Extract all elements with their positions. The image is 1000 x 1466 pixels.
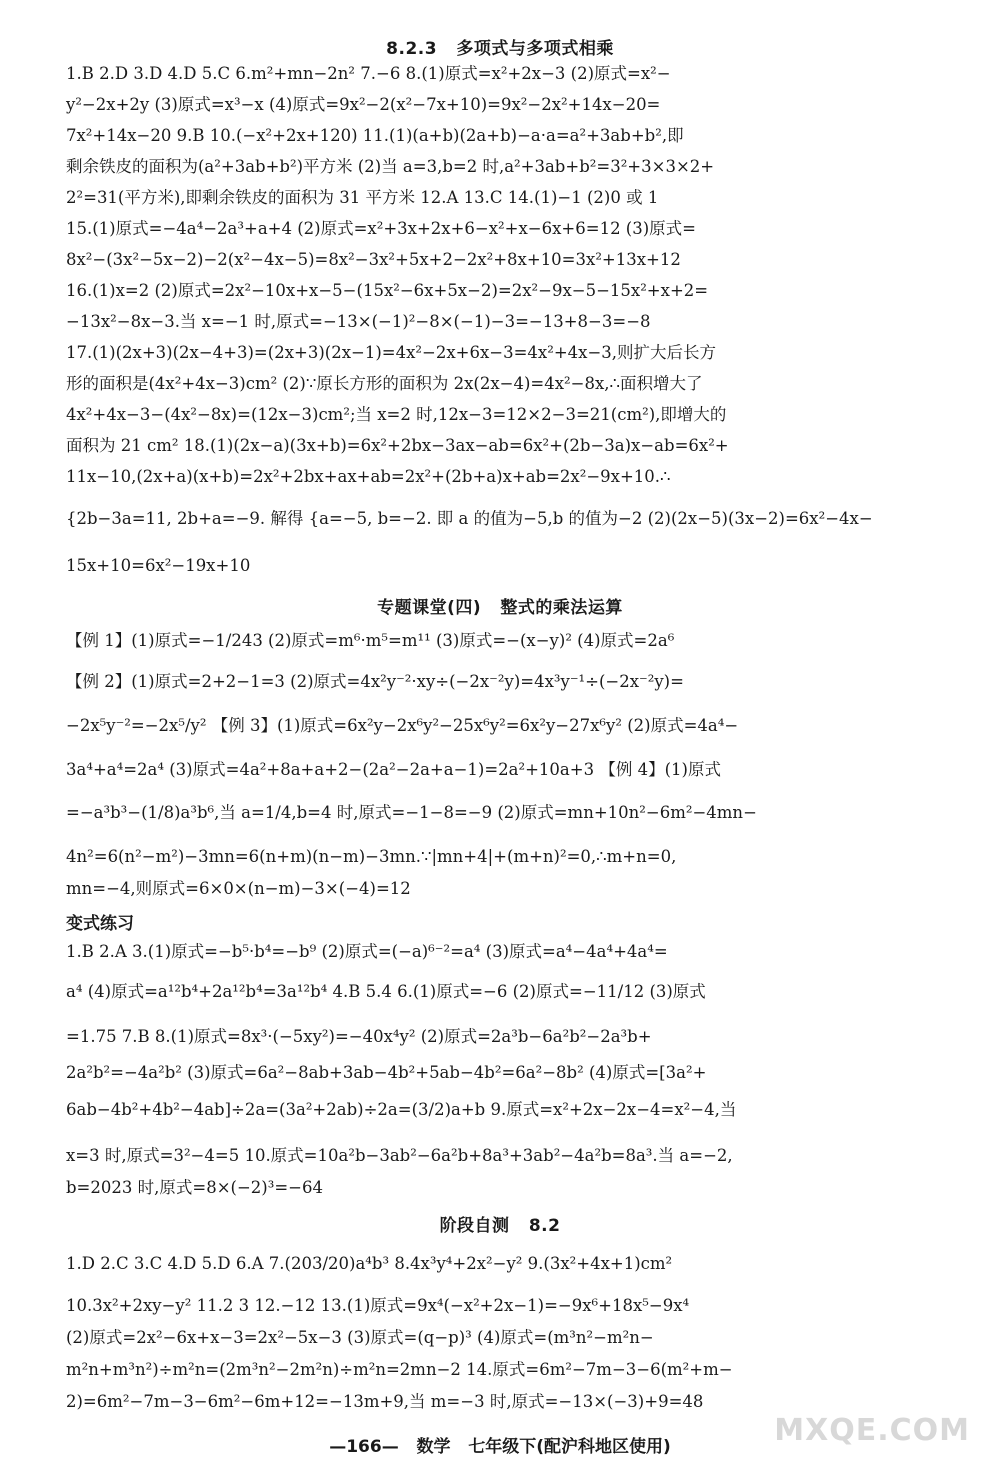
text-line: x=3 时,原式=3²−4=5 10.原式=10a²b−3ab²−6a²b+8a³+3ab²−4a²b=8a³.当 a=−2, xyxy=(66,1146,733,1165)
text-line: b=2023 时,原式=8×(−2)³=−64 xyxy=(66,1178,323,1197)
text-line: 10.3x²+2xy−y² 11.2 3 12.−12 13.(1)原式=9x⁴(−x²+2x−1)=−9x⁶+18x⁵−9x⁴ xyxy=(66,1296,690,1315)
text-line: 2a²b²=−4a²b² (3)原式=6a²−8ab+3ab−4b²+5ab−4b²=6a²−8b² (4)原式=[3a²+ xyxy=(66,1063,707,1082)
page-footer: —166— 数学 七年级下(配沪科地区使用) xyxy=(329,1437,671,1457)
text-line: −2x⁵y⁻²=−2x⁵/y² 【例 3】(1)原式=6x²y−2x⁶y²−25x⁶y²=6x²y−27x⁶y² (2)原式=4a⁴− xyxy=(66,716,739,735)
section-heading-variant: 变式练习 xyxy=(66,914,134,934)
text-line: 15.(1)原式=−4a⁴−2a³+a+4 (2)原式=x²+3x+2x+6−x²+x−6x+6=12 (3)原式= xyxy=(66,219,697,238)
text-line: 8x²−(3x²−5x−2)−2(x²−4x−5)=8x²−3x²+5x+2−2x²+8x+10=3x²+13x+12 xyxy=(66,250,681,269)
text-line: 2)=6m²−7m−3−6m²−6m+12=−13m+9,当 m=−3 时,原式=−13×(−3)+9=48 xyxy=(66,1392,704,1411)
section-heading-test: 阶段自测 8.2 xyxy=(439,1216,561,1236)
watermark: MXQE.COM xyxy=(774,1413,970,1448)
text-line: 7x²+14x−20 9.B 10.(−x²+2x+120) 11.(1)(a+b)(2a+b)−a·a=a²+3ab+b²,即 xyxy=(66,126,684,145)
section-heading-8-2-3: 8.2.3 多项式与多项式相乘 xyxy=(386,39,614,59)
system-of-equations-line: {2b−3a=11, 2b+a=−9. 解得 {a=−5, b=−2. 即 a 的值为−5,b 的值为−2 (2)(2x−5)(3x−2)=6x²−4x− xyxy=(66,509,873,528)
text-line: a⁴ (4)原式=a¹²b⁴+2a¹²b⁴=3a¹²b⁴ 4.B 5.4 6.(1)原式=−6 (2)原式=−11/12 (3)原式 xyxy=(66,982,706,1001)
text-line: 【例 1】(1)原式=−1/243 (2)原式=m⁶·m⁵=m¹¹ (3)原式=−(x−y)² (4)原式=2a⁶ xyxy=(66,631,675,650)
text-line: 15x+10=6x²−19x+10 xyxy=(66,556,251,575)
text-line: mn=−4,则原式=6×0×(n−m)−3×(−4)=12 xyxy=(66,879,411,898)
section-heading-topic: 专题课堂(四) 整式的乘法运算 xyxy=(377,598,623,618)
text-line: 6ab−4b²+4b²−4ab]÷2a=(3a²+2ab)÷2a=(3/2)a+b 9.原式=x²+2x−2x−4=x²−4,当 xyxy=(66,1100,737,1119)
text-line: 面积为 21 cm² 18.(1)(2x−a)(3x+b)=6x²+2bx−3ax−ab=6x²+(2b−3a)x−ab=6x²+ xyxy=(66,436,729,455)
text-line: 2²=31(平方米),即剩余铁皮的面积为 31 平方米 12.A 13.C 14.(1)−1 (2)0 或 1 xyxy=(66,188,659,207)
text-line: (2)原式=2x²−6x+x−3=2x²−5x−3 (3)原式=(q−p)³ (4)原式=(m³n²−m²n− xyxy=(66,1328,654,1347)
text-line: =−a³b³−(1/8)a³b⁶,当 a=1/4,b=4 时,原式=−1−8=−9 (2)原式=mn+10n²−6m²−4mn− xyxy=(66,803,757,822)
text-line: 11x−10,(2x+a)(x+b)=2x²+2bx+ax+ab=2x²+(2b+a)x+ab=2x²−9x+10.∴ xyxy=(66,467,671,486)
text-line: 3a⁴+a⁴=2a⁴ (3)原式=4a²+8a+a+2−(2a²−2a+a−1)=2a²+10a+3 【例 4】(1)原式 xyxy=(66,760,721,779)
text-line: m²n+m³n²)÷m²n=(2m³n²−2m²n)÷m²n=2mn−2 14.原式=6m²−7m−3−6(m²+m− xyxy=(66,1360,733,1379)
text-line: 形的面积是(4x²+4x−3)cm² (2)∵原长方形的面积为 2x(2x−4)=4x²−8x,∴面积增大了 xyxy=(66,374,703,393)
text-line: y²−2x+2y (3)原式=x³−x (4)原式=9x²−2(x²−7x+10)=9x²−2x²+14x−20= xyxy=(66,95,661,114)
text-line: 16.(1)x=2 (2)原式=2x²−10x+x−5−(15x²−6x+5x−2)=2x²−9x−5−15x²+x+2= xyxy=(66,281,709,300)
text-line: 4n²=6(n²−m²)−3mn=6(n+m)(n−m)−3mn.∵|mn+4|+(m+n)²=0,∴m+n=0, xyxy=(66,847,677,866)
text-line: 4x²+4x−3−(4x²−8x)=(12x−3)cm²;当 x=2 时,12x−3=12×2−3=21(cm²),即增大的 xyxy=(66,405,727,424)
text-line: 【例 2】(1)原式=2+2−1=3 (2)原式=4x²y⁻²·xy÷(−2x⁻²y)=4x³y⁻¹÷(−2x⁻²y)= xyxy=(66,672,684,691)
text-line: 剩余铁皮的面积为(a²+3ab+b²)平方米 (2)当 a=3,b=2 时,a²+3ab+b²=3²+3×3×2+ xyxy=(66,157,715,176)
text-line: 1.D 2.C 3.C 4.D 5.D 6.A 7.(203/20)a⁴b³ 8.4x³y⁴+2x²−y² 9.(3x²+4x+1)cm² xyxy=(66,1254,673,1273)
text-line: 1.B 2.A 3.(1)原式=−b⁵·b⁴=−b⁹ (2)原式=(−a)⁶⁻²=a⁴ (3)原式=a⁴−4a⁴+4a⁴= xyxy=(66,942,668,961)
text-line: 17.(1)(2x+3)(2x−4+3)=(2x+3)(2x−1)=4x²−2x+6x−3=4x²+4x−3,则扩大后长方 xyxy=(66,343,717,362)
text-line: −13x²−8x−3.当 x=−1 时,原式=−13×(−1)²−8×(−1)−3=−13+8−3=−8 xyxy=(66,312,651,331)
text-line: 1.B 2.D 3.D 4.D 5.C 6.m²+mn−2n² 7.−6 8.(1)原式=x²+2x−3 (2)原式=x²− xyxy=(66,64,671,83)
text-line: =1.75 7.B 8.(1)原式=8x³·(−5xy²)=−40x⁴y² (2)原式=2a³b−6a²b²−2a³b+ xyxy=(66,1027,652,1046)
